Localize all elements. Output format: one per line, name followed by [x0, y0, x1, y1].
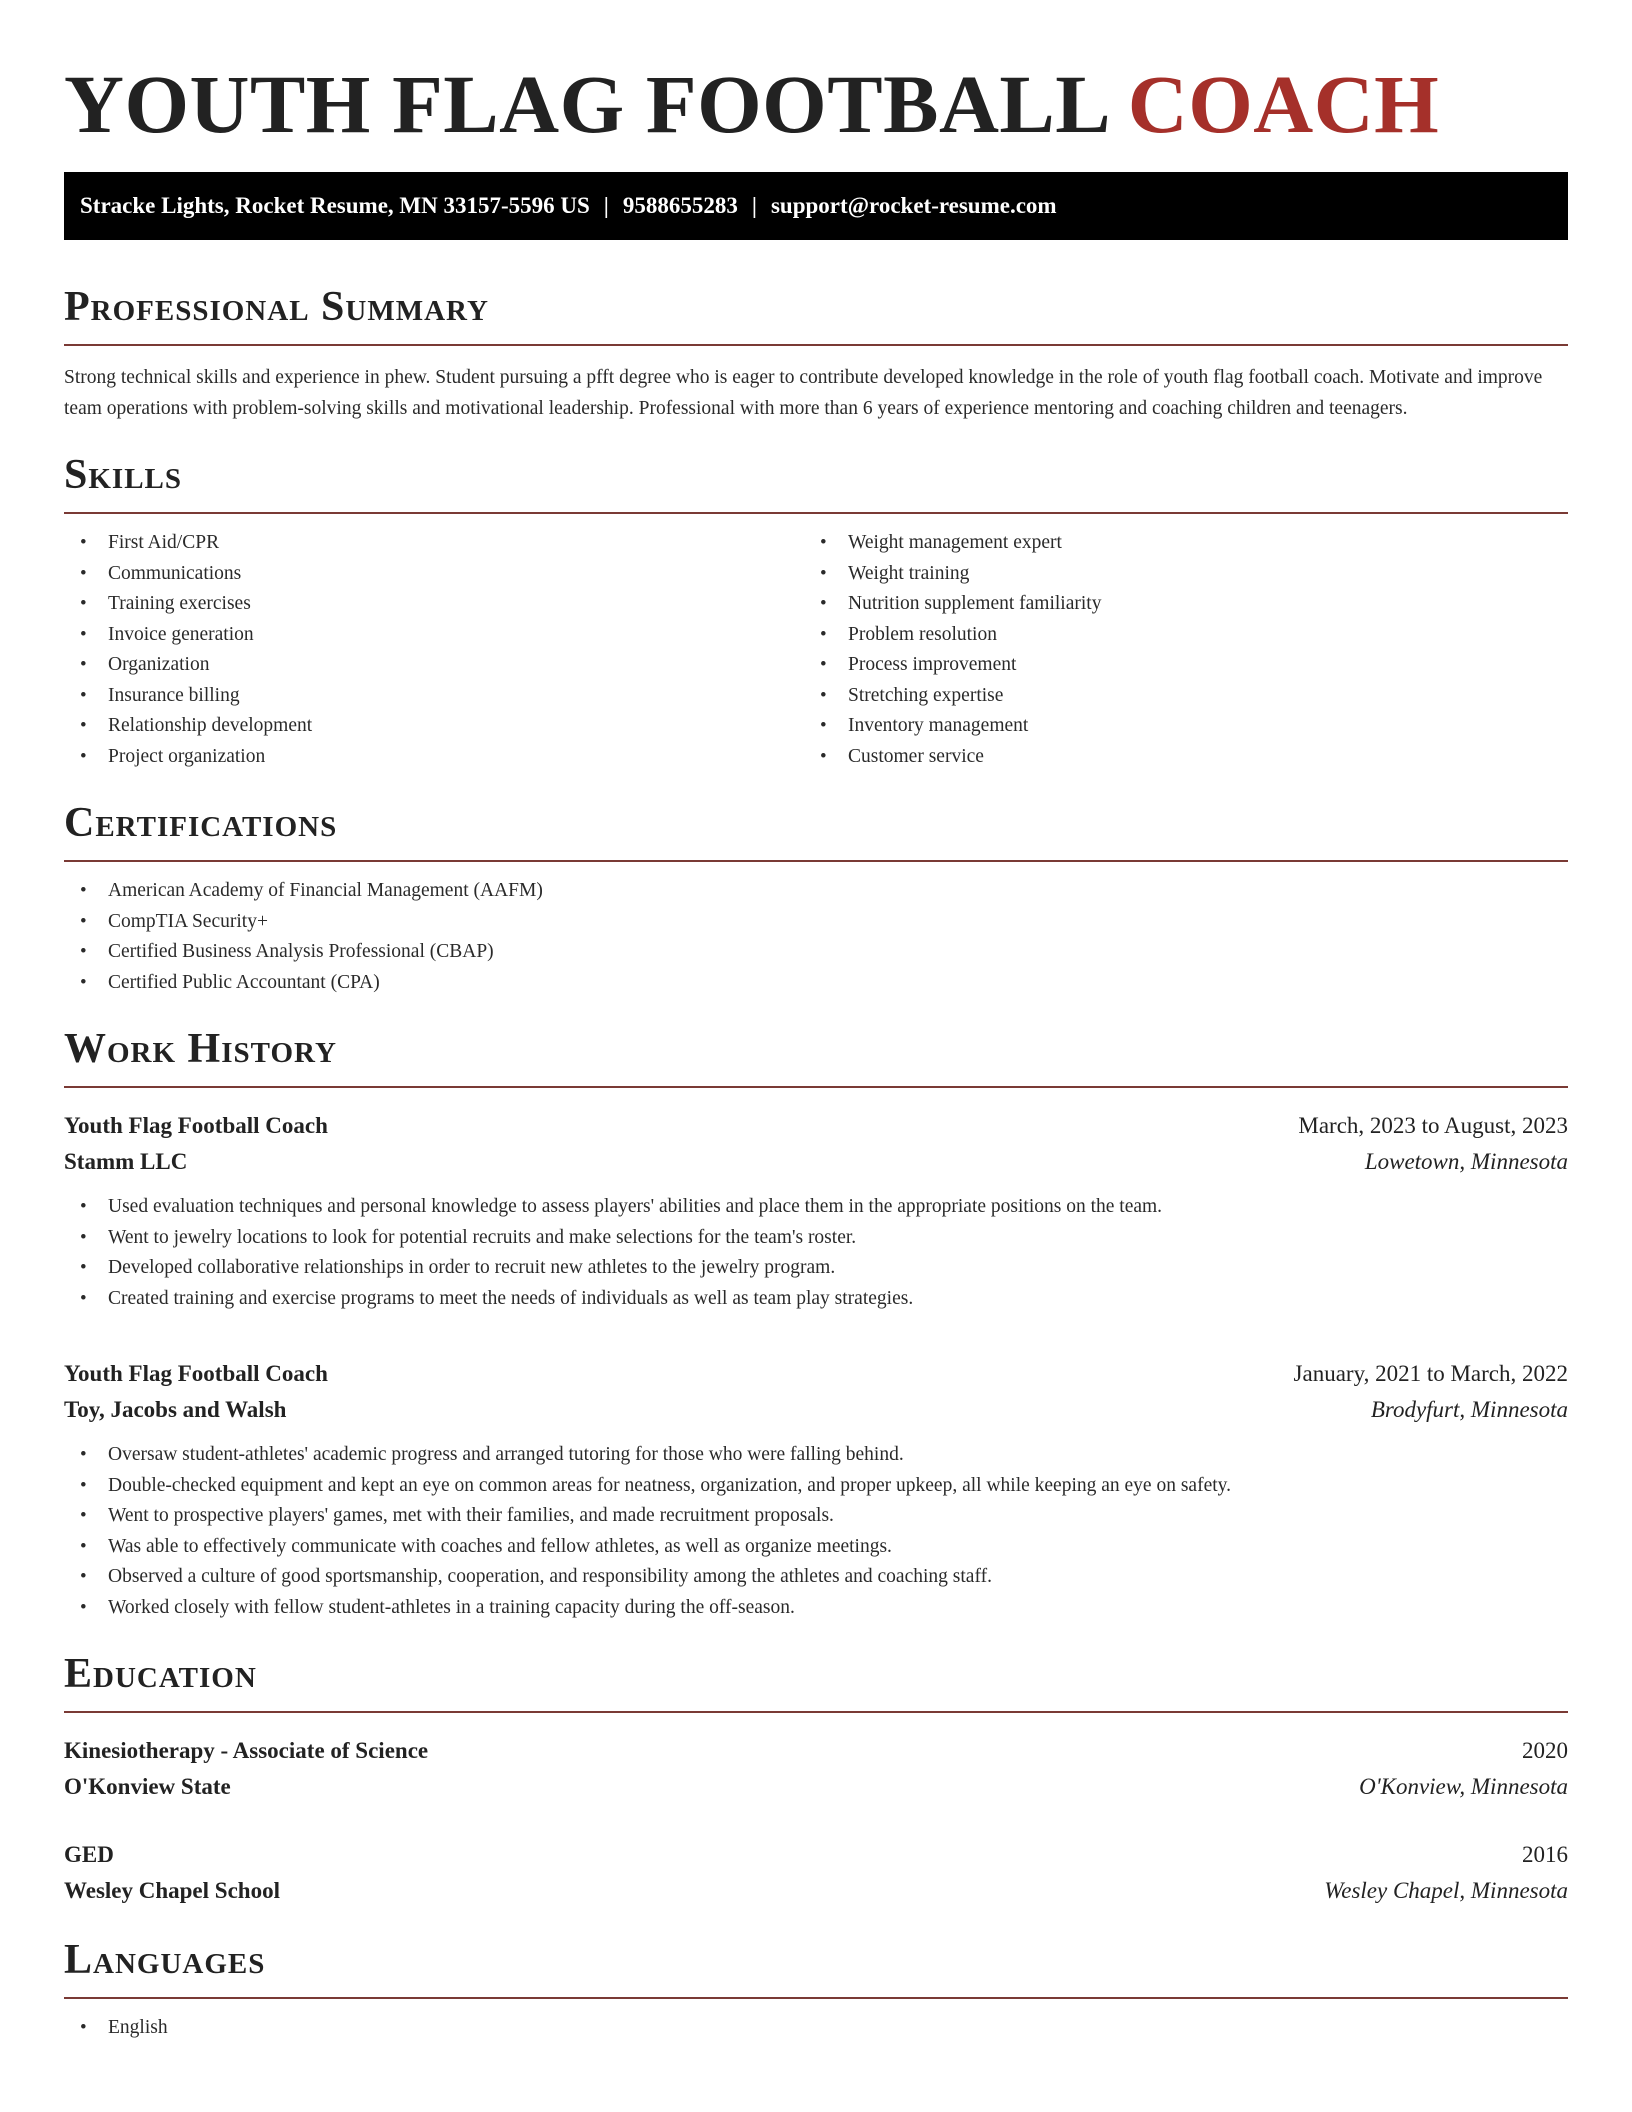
job-bullet: • Developed collaborative relationships in order to recruit new athletes to the jewelry program.: [64, 1253, 1568, 1284]
contact-bar: [64, 172, 1568, 240]
section-divider: [64, 1997, 1568, 1999]
education-year: 2020: [1522, 1738, 1568, 1763]
skill-item: • Process improvement: [804, 650, 1544, 681]
certifications-heading: Certifications: [64, 800, 338, 846]
skills-list-right: [804, 528, 1544, 772]
skills-grid: [64, 514, 1568, 772]
job-bullet: • Worked closely with fellow student-athletes in a training capacity during the off-season.: [64, 1593, 1568, 1624]
education-section: [64, 1651, 1568, 1909]
education-school: Wesley Chapel School: [64, 1878, 280, 1903]
education-location: Wesley Chapel, Minnesota: [1324, 1878, 1568, 1903]
job-location: Brodyfurt, Minnesota: [1370, 1397, 1568, 1422]
skill-item: • Invoice generation: [64, 620, 804, 651]
languages-section: [64, 1937, 1568, 2044]
skill-item: • Nutrition supplement familiarity: [804, 589, 1544, 620]
resume-page: [64, 0, 1568, 2044]
skill-item: • Stretching expertise: [804, 681, 1544, 712]
job-bullets: [64, 1440, 1568, 1623]
skill-item: • Weight training: [804, 559, 1544, 590]
job-bullet: • Was able to effectively communicate with coaches and fellow athletes, as well as organize meetings.: [64, 1532, 1568, 1563]
certifications-list: [64, 876, 1568, 998]
skill-item: • Organization: [64, 650, 804, 681]
skill-item: • Problem resolution: [804, 620, 1544, 651]
job-bullet: • Used evaluation techniques and personal knowledge to assess players' abilities and place them in the appropriate positions on the team.: [64, 1192, 1568, 1223]
job-bullet: • Created training and exercise programs to meet the needs of individuals as well as team play strategies.: [64, 1284, 1568, 1315]
skill-item: • Project organization: [64, 742, 804, 773]
contact-separator: |: [751, 193, 757, 218]
job-company: Stamm LLC: [64, 1149, 188, 1174]
job-dates: January, 2021 to March, 2022: [1293, 1361, 1568, 1386]
job-bullet: • Double-checked equipment and kept an eye on common areas for neatness, organization, and proper upkeep, all while keeping an eye on safety.: [64, 1471, 1568, 1502]
title-accent: COACH: [1127, 58, 1440, 150]
skills-section: [64, 452, 1568, 772]
skills-heading: Skills: [64, 452, 183, 498]
skills-list-left: [64, 528, 804, 772]
skill-item: • Training exercises: [64, 589, 804, 620]
job-bullet: • Went to jewelry locations to look for potential recruits and make selections for the team's roster.: [64, 1223, 1568, 1254]
skill-item: • Relationship development: [64, 711, 804, 742]
skill-item: • Communications: [64, 559, 804, 590]
section-divider: [64, 1086, 1568, 1088]
contact-email: support@rocket-resume.com: [770, 193, 1057, 218]
resume-title: [64, 0, 1568, 158]
languages-heading: Languages: [64, 1937, 266, 1983]
certifications-section: [64, 800, 1568, 998]
education-degree: GED: [64, 1842, 114, 1867]
contact-phone: 9588655283: [622, 193, 738, 218]
title-main: YOUTH FLAG FOOTBALL: [64, 58, 1107, 150]
certification-item: • CompTIA Security+: [64, 907, 1568, 938]
education-location: O'Konview, Minnesota: [1359, 1774, 1568, 1799]
summary-text: Strong technical skills and experience in phew. Student pursuing a pfft degree who is eager to contribute developed knowledge in the role of youth flag football coach. Motivate and improve team operations with problem-solving skills and motivational leadership. Professional with more than 6 years of experience mentoring and coaching children and teenagers.: [64, 367, 1543, 419]
work-history-heading: Work History: [64, 1026, 337, 1072]
certification-item: • American Academy of Financial Management (AAFM): [64, 876, 1568, 907]
skill-item: • Insurance billing: [64, 681, 804, 712]
job-location: Lowetown, Minnesota: [1364, 1149, 1568, 1174]
education-entry: [64, 1733, 1568, 1805]
section-divider: [64, 344, 1568, 346]
section-divider: [64, 1711, 1568, 1713]
certification-item: • Certified Business Analysis Professional (CBAP): [64, 937, 1568, 968]
section-divider: [64, 860, 1568, 862]
job-title: Youth Flag Football Coach: [64, 1113, 328, 1138]
work-history-section: [64, 1026, 1568, 1623]
education-entry: [64, 1837, 1568, 1909]
education-school: O'Konview State: [64, 1774, 231, 1799]
job-bullet: • Observed a culture of good sportsmanship, cooperation, and responsibility among the athletes and coaching staff.: [64, 1562, 1568, 1593]
job-entry: [64, 1356, 1568, 1623]
skill-item: • First Aid/CPR: [64, 528, 804, 559]
job-bullet: • Oversaw student-athletes' academic progress and arranged tutoring for those who were falling behind.: [64, 1440, 1568, 1471]
contact-separator: |: [603, 193, 609, 218]
job-dates: March, 2023 to August, 2023: [1298, 1113, 1568, 1138]
skill-item: • Weight management expert: [804, 528, 1544, 559]
language-item: • English: [64, 2013, 1568, 2044]
job-bullets: [64, 1192, 1568, 1314]
education-degree: Kinesiotherapy - Associate of Science: [64, 1738, 429, 1763]
job-entry: [64, 1108, 1568, 1314]
skill-item: • Inventory management: [804, 711, 1544, 742]
education-heading: Education: [64, 1651, 257, 1697]
languages-list: [64, 2013, 1568, 2044]
summary-heading: Professional Summary: [64, 284, 489, 330]
job-bullet: • Went to prospective players' games, met with their families, and made recruitment proposals.: [64, 1501, 1568, 1532]
certification-item: • Certified Public Accountant (CPA): [64, 968, 1568, 999]
job-company: Toy, Jacobs and Walsh: [64, 1397, 287, 1422]
skill-item: • Customer service: [804, 742, 1544, 773]
summary-section: [64, 284, 1568, 424]
education-year: 2016: [1522, 1842, 1568, 1867]
job-title: Youth Flag Football Coach: [64, 1361, 328, 1386]
contact-address: Stracke Lights, Rocket Resume, MN 33157-5596 US: [80, 193, 590, 218]
